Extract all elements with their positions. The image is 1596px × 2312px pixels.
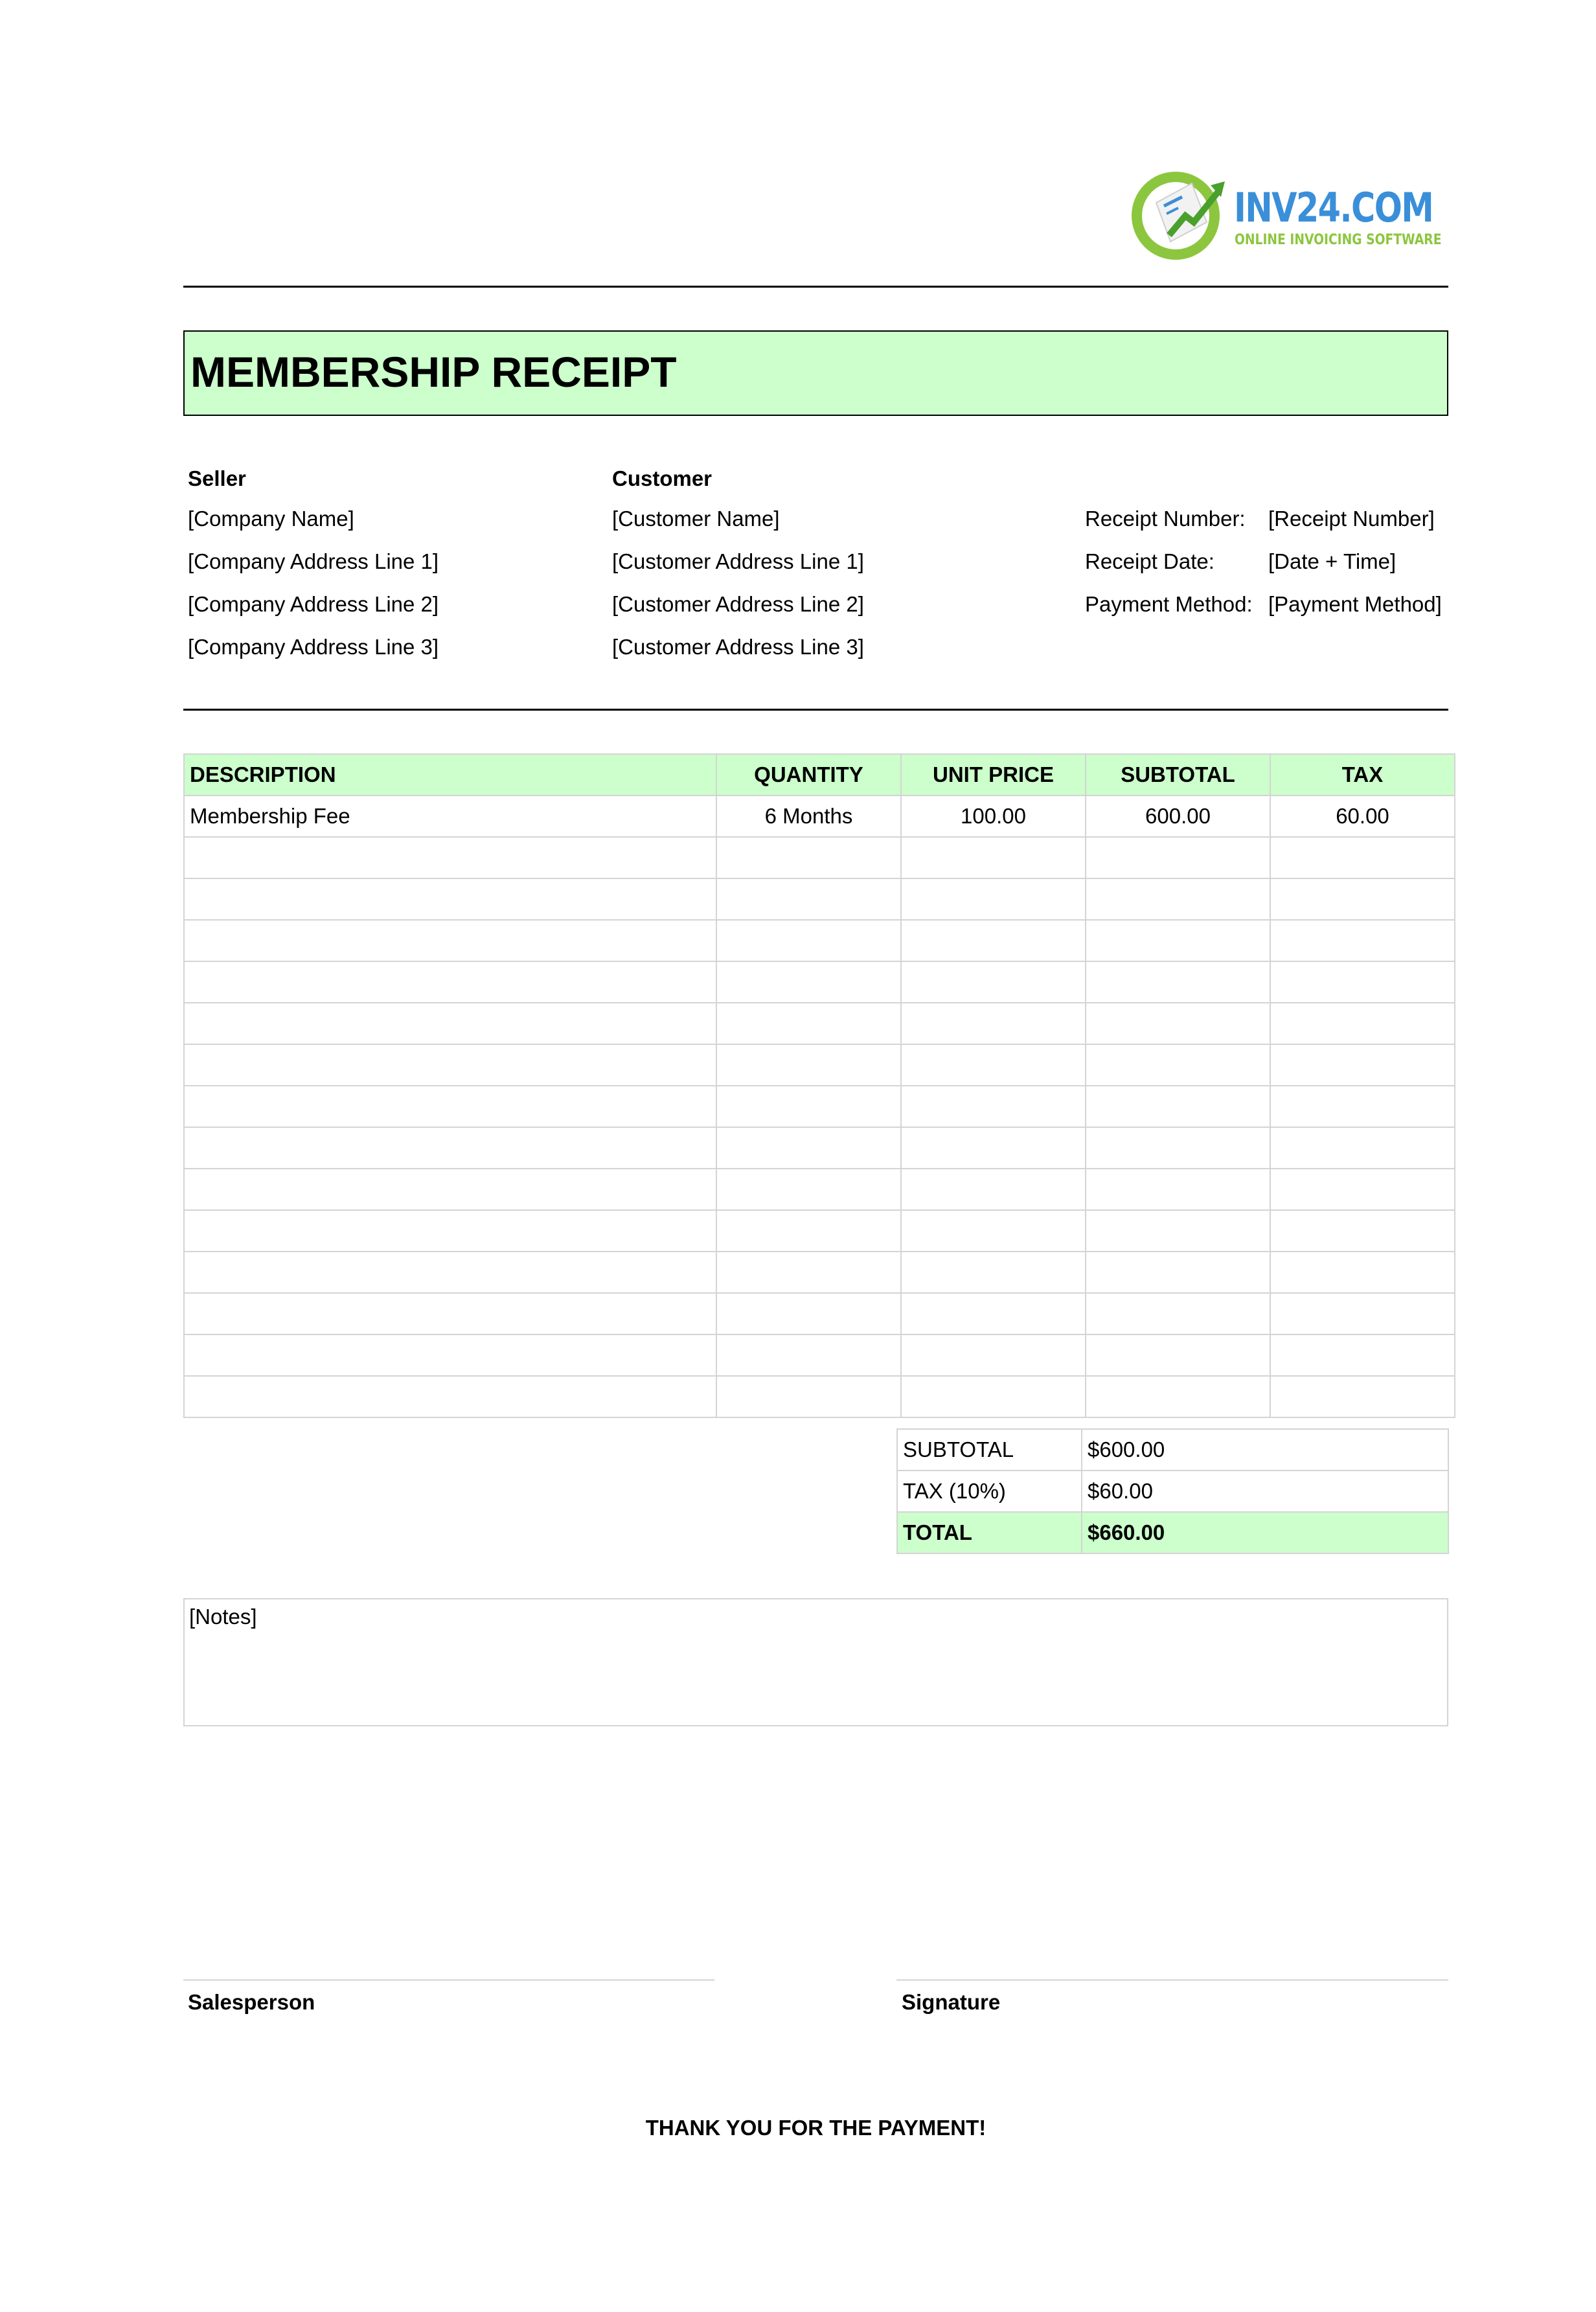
item-subtotal: 600.00 [1086,795,1270,837]
table-cell [1270,1210,1455,1252]
footer-thank-you: THANK YOU FOR THE PAYMENT! [645,2116,986,2140]
seller-company-name: [Company Name] [188,507,354,531]
table-cell [1086,1044,1270,1086]
receipt-date-value: [Date + Time] [1268,549,1396,573]
header-quantity: QUANTITY [716,754,901,795]
table-cell [184,961,716,1003]
notes-text: [Notes] [189,1605,257,1629]
totals-table [896,1428,1449,1554]
table-cell [1086,1086,1270,1127]
seller-address-3: [Company Address Line 3] [188,635,439,659]
title-banner [183,330,1448,416]
table-cell [184,1210,716,1252]
table-cell [184,1334,716,1376]
table-row [184,878,1455,920]
logo-tagline: ONLINE INVOICING SOFTWARE [1235,232,1442,248]
table-cell [1270,920,1455,961]
table-cell [1270,1252,1455,1293]
table-cell [901,1044,1086,1086]
salesperson-label: Salesperson [188,1990,315,2014]
items-header-row [184,754,1455,795]
item-unit-price: 100.00 [901,795,1086,837]
notes-box[interactable] [183,1598,1448,1726]
table-row [184,1127,1455,1169]
table-cell [1086,920,1270,961]
customer-address-1: [Customer Address Line 1] [612,549,864,573]
table-cell [716,1169,901,1210]
table-cell [901,1086,1086,1127]
table-cell [716,1293,901,1334]
table-cell [1270,1376,1455,1417]
tax-label: TAX (10%) [897,1471,1082,1512]
table-cell [1086,878,1270,920]
table-cell [901,837,1086,878]
header-description: DESCRIPTION [184,754,716,795]
table-cell [716,1334,901,1376]
table-cell [1086,837,1270,878]
table-cell [1270,1003,1455,1044]
table-row [184,1334,1455,1376]
table-cell [716,1003,901,1044]
table-cell [1270,1127,1455,1169]
table-cell [901,1334,1086,1376]
table-cell [716,1127,901,1169]
table-cell [184,1293,716,1334]
table-cell [716,837,901,878]
receipt-number-value: [Receipt Number] [1268,507,1435,531]
receipt-number-label: Receipt Number: [1085,507,1246,531]
table-cell [1086,1334,1270,1376]
table-row [184,1210,1455,1252]
table-cell [716,961,901,1003]
table-cell [1270,1044,1455,1086]
table-cell [1086,1376,1270,1417]
header-tax: TAX [1270,754,1455,795]
table-cell [1270,961,1455,1003]
table-cell [901,1252,1086,1293]
table-cell [716,920,901,961]
customer-address-2: [Customer Address Line 2] [612,592,864,616]
payment-method-value: [Payment Method] [1268,592,1442,616]
table-cell [901,1127,1086,1169]
payment-method-label: Payment Method: [1085,592,1253,616]
table-row [184,1169,1455,1210]
table-cell [184,878,716,920]
table-cell [184,1086,716,1127]
total-label: TOTAL [897,1512,1082,1553]
customer-address-3: [Customer Address Line 3] [612,635,864,659]
table-row [184,961,1455,1003]
customer-heading: Customer [612,466,712,490]
signature-label: Signature [902,1990,1001,2014]
table-cell [184,837,716,878]
tax-value: $60.00 [1082,1471,1448,1512]
table-row [184,837,1455,878]
table-row [184,1044,1455,1086]
table-cell [901,1210,1086,1252]
table-cell [184,920,716,961]
subtotal-row [897,1429,1448,1471]
tax-row [897,1471,1448,1512]
table-cell [1086,1210,1270,1252]
table-row [184,1003,1455,1044]
table-cell [1086,1169,1270,1210]
logo-name: INV24.COM [1234,184,1433,231]
signature-line [896,1979,1448,1981]
header-subtotal: SUBTOTAL [1086,754,1270,795]
top-divider [183,286,1448,288]
table-row [184,1293,1455,1334]
table-cell [1270,1293,1455,1334]
table-cell [1270,878,1455,920]
table-cell [901,1376,1086,1417]
items-table [183,753,1455,1418]
table-cell [716,1044,901,1086]
table-cell [1270,1169,1455,1210]
table-cell [184,1376,716,1417]
table-cell [184,1252,716,1293]
table-cell [716,1252,901,1293]
logo [1130,167,1442,264]
table-cell [184,1127,716,1169]
table-cell [1086,961,1270,1003]
table-cell [1270,1334,1455,1376]
table-cell [901,920,1086,961]
logo-icon [1130,167,1227,264]
table-cell [716,878,901,920]
salesperson-line [183,1979,714,1981]
table-cell [901,961,1086,1003]
table-cell [1086,1127,1270,1169]
table-cell [901,1003,1086,1044]
seller-address-1: [Company Address Line 1] [188,549,439,573]
table-cell [1270,837,1455,878]
page-title: MEMBERSHIP RECEIPT [190,348,677,396]
subtotal-value: $600.00 [1082,1429,1448,1471]
table-cell [901,878,1086,920]
item-quantity: 6 Months [716,795,901,837]
seller-heading: Seller [188,466,246,490]
table-cell [1086,1003,1270,1044]
table-cell [1270,1086,1455,1127]
table-cell [1086,1252,1270,1293]
item-description: Membership Fee [184,795,716,837]
seller-address-2: [Company Address Line 2] [188,592,439,616]
table-cell [901,1293,1086,1334]
subtotal-label: SUBTOTAL [897,1429,1082,1471]
table-row [184,1376,1455,1417]
table-cell [716,1086,901,1127]
table-cell [184,1044,716,1086]
table-row [184,1086,1455,1127]
middle-divider [183,709,1448,711]
item-tax: 60.00 [1270,795,1455,837]
table-row [184,795,1455,837]
table-cell [1086,1293,1270,1334]
table-cell [716,1376,901,1417]
header-unit-price: UNIT PRICE [901,754,1086,795]
total-value: $660.00 [1082,1512,1448,1553]
table-row [184,920,1455,961]
total-row [897,1512,1448,1553]
table-cell [901,1169,1086,1210]
table-cell [716,1210,901,1252]
customer-name: [Customer Name] [612,507,780,531]
table-cell [184,1169,716,1210]
receipt-date-label: Receipt Date: [1085,549,1214,573]
table-row [184,1252,1455,1293]
table-cell [184,1003,716,1044]
